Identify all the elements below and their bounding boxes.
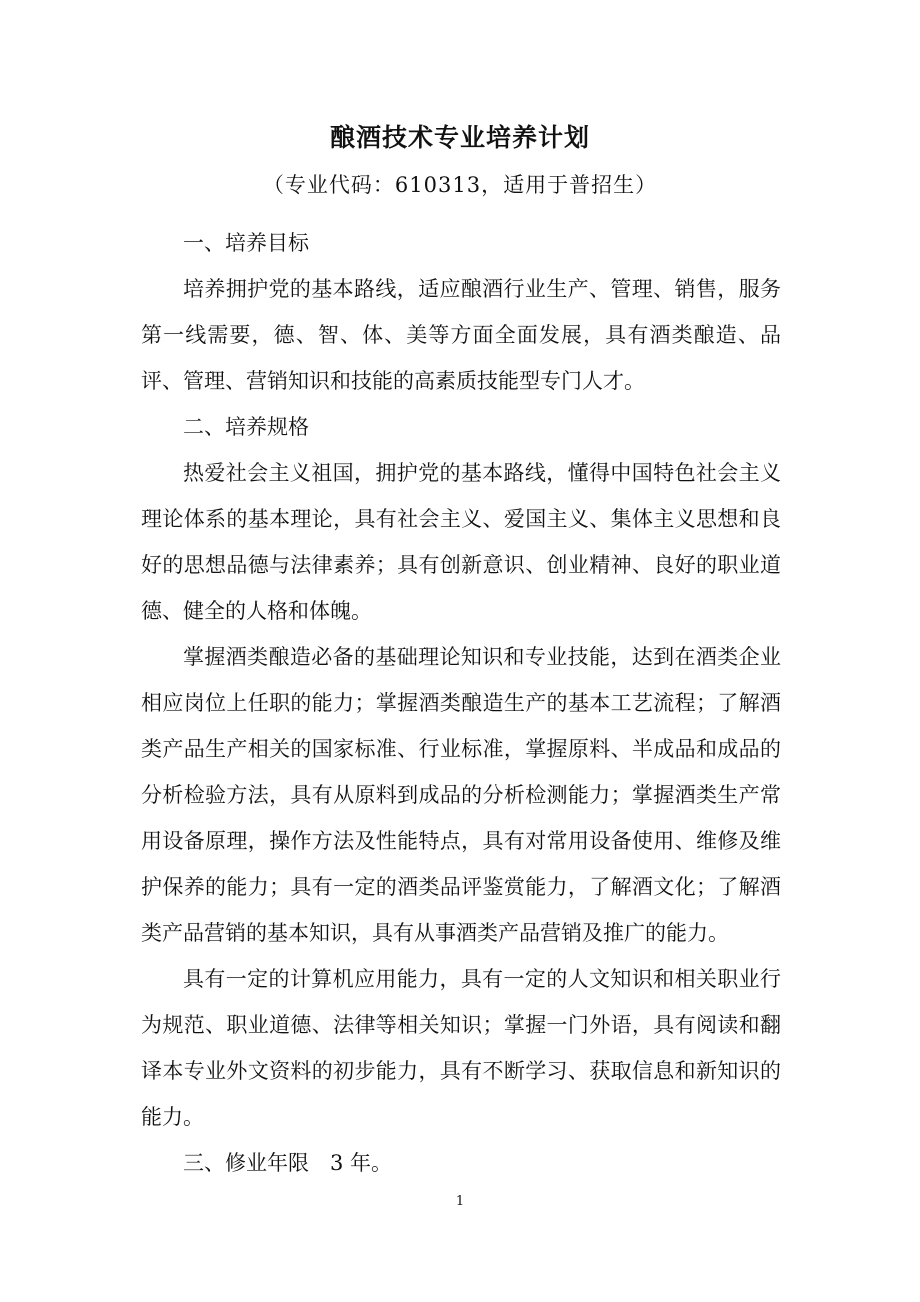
paragraph-training-goal: 培养拥护党的基本路线，适应酿酒行业生产、管理、销售，服务第一线需要，德、智、体、美等方面全面发展，具有酒类酿造、品评、管理、营销知识和技能的高素质技能型专门人才。 xyxy=(141,277,781,393)
document-title: 酿酒技术专业培养计划 xyxy=(329,123,590,152)
document-subtitle: （专业代码：610313，适用于普招生） xyxy=(262,173,658,197)
section-heading-training-spec: 二、培养规格 xyxy=(183,415,309,439)
paragraph-general-abilities: 具有一定的计算机应用能力，具有一定的人文知识和相关职业行为规范、职业道德、法律等相关知识；掌握一门外语，具有阅读和翻译本专业外文资料的初步能力，具有不断学习、获取信息和新知识的能力。 xyxy=(141,967,781,1129)
section-heading-training-goal: 一、培养目标 xyxy=(183,231,309,255)
document-body xyxy=(141,220,781,1186)
paragraph-ideology: 热爱社会主义祖国，拥护党的基本路线，懂得中国特色社会主义理论体系的基本理论，具有社会主义、爱国主义、集体主义思想和良好的思想品德与法律素养；具有创新意识、创业精神、良好的职业道德、健全的人格和体魄。 xyxy=(141,461,781,623)
page-number: 1 xyxy=(455,1194,465,1209)
section-heading-study-duration: 三、修业年限 3 年。 xyxy=(183,1151,393,1175)
paragraph-professional-skills: 掌握酒类酿造必备的基础理论知识和专业技能，达到在酒类企业相应岗位上任职的能力；掌握酒类酿造生产的基本工艺流程；了解酒类产品生产相关的国家标准、行业标准，掌握原料、半成品和成品的分析检验方法，具有从原料到成品的分析检测能力；掌握酒类生产常用设备原理，操作方法及性能特点，具有对常用设备使用、维修及维护保养的能力；具有一定的酒类品评鉴赏能力，了解酒文化；了解酒类产品营销的基本知识，具有从事酒类产品营销及推广的能力。 xyxy=(141,645,781,945)
